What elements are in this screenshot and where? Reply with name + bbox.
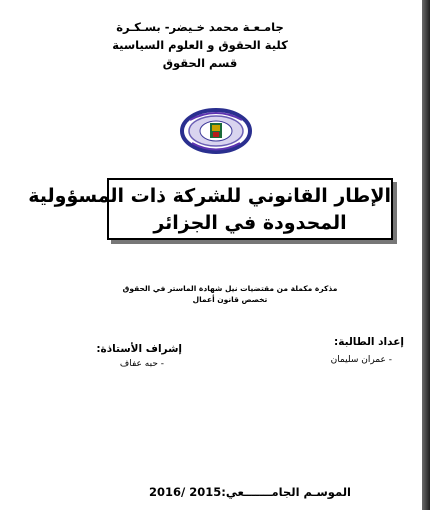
student-name: - عمران سليمان	[330, 355, 392, 365]
university-seal-icon	[180, 108, 252, 154]
student-label: إعداد الطالبة:	[334, 336, 404, 348]
page-edge-shadow	[422, 0, 430, 510]
department-name: قسم الحقوق	[162, 56, 238, 70]
degree-statement: مذكرة مكملة من مقتضيات نيل شهادة الماستر في الحقوق	[122, 284, 338, 293]
thesis-title-line-2: المحدودة في الجزائر	[153, 212, 347, 234]
institution-header	[90, 18, 310, 72]
specialization: تخصص قانون أعمال	[192, 295, 268, 304]
thesis-subtitle	[120, 283, 340, 305]
faculty-name: كلية الحقوق و العلوم السياسية	[112, 38, 288, 52]
academic-year: الموسـم الجامـــــــعي:2015 /2016	[149, 485, 351, 499]
supervisor-label: إشراف الأستاذة:	[96, 343, 182, 355]
thesis-title-box	[28, 178, 393, 240]
university-name: جامـعـة محمد خـيضر- بسـكـرة	[116, 20, 284, 34]
supervisor-name: - حبه عفاف	[119, 359, 164, 369]
thesis-title-line-1: الإطار القانوني للشركة ذات المسؤولية	[28, 185, 391, 207]
